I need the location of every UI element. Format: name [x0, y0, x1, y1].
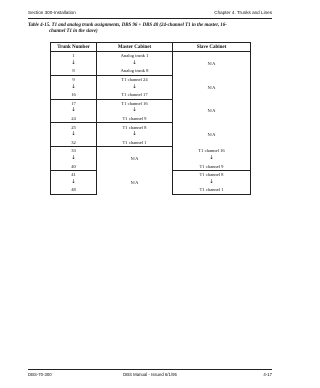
master-cabinet-cell: Analog trunk 1	[97, 52, 173, 60]
master-cabinet-na-cell: N/A	[97, 147, 173, 171]
column-header-master-cabinet: Master Cabinet	[97, 43, 173, 52]
trunk-assignment-table	[50, 42, 251, 195]
master-cabinet-na-cell: N/A	[97, 170, 173, 194]
footer-rule	[28, 369, 272, 370]
trunk-number-cell: 32	[51, 139, 97, 147]
header-rule	[28, 18, 272, 19]
table-caption-line-1: Table 4-15. T1 and analog trunk assignments, DBS 96 + DBS 40 (24-channel T1 in the master, 16-	[28, 23, 227, 28]
trunk-number-cell: 17	[51, 99, 97, 107]
footer-issue-date: DBS Manual - Issued 6/1/95	[123, 372, 177, 377]
master-cabinet-cell: T1 channel 1	[97, 139, 173, 147]
table-caption-line-2: channel T1 in the slave)	[49, 29, 98, 34]
slave-cabinet-cell: T1 channel 8	[173, 170, 251, 178]
slave-cabinet-na-cell: N/A	[173, 99, 251, 123]
table-row	[51, 75, 251, 83]
down-arrow-icon: ↓	[51, 83, 97, 91]
slave-cabinet-cell: T1 channel 9	[173, 162, 251, 170]
table-row	[51, 99, 251, 107]
trunk-number-cell: 1	[51, 52, 97, 60]
down-arrow-icon: ↓	[97, 60, 173, 68]
master-cabinet-cell: T1 channel 17	[97, 91, 173, 99]
column-header-slave-cabinet: Slave Cabinet	[173, 43, 251, 52]
running-header-chapter: Chapter 4. Trunks and Lines	[214, 10, 272, 15]
master-cabinet-cell: T1 channel 8	[97, 123, 173, 131]
master-cabinet-cell: T1 channel 16	[97, 99, 173, 107]
trunk-number-cell: 41	[51, 170, 97, 178]
down-arrow-icon: ↓	[173, 155, 251, 163]
down-arrow-icon: ↓	[97, 131, 173, 139]
slave-cabinet-na-cell: N/A	[173, 75, 251, 99]
down-arrow-icon: ↓	[173, 179, 251, 187]
down-arrow-icon: ↓	[51, 107, 97, 115]
down-arrow-icon: ↓	[51, 60, 97, 68]
table-caption	[28, 23, 268, 35]
down-arrow-icon: ↓	[51, 155, 97, 163]
trunk-number-cell: 16	[51, 91, 97, 99]
table-row	[51, 170, 251, 178]
trunk-number-cell: 40	[51, 162, 97, 170]
table-row	[51, 123, 251, 131]
down-arrow-icon: ↓	[51, 131, 97, 139]
down-arrow-icon: ↓	[51, 179, 97, 187]
trunk-number-cell: 25	[51, 123, 97, 131]
trunk-number-cell: 9	[51, 75, 97, 83]
master-cabinet-cell: T1 channel 9	[97, 115, 173, 123]
footer-page-number: 4-17	[263, 372, 272, 377]
trunk-number-cell: 33	[51, 147, 97, 155]
trunk-number-cell: 48	[51, 186, 97, 194]
master-cabinet-cell: Analog trunk 8	[97, 67, 173, 75]
down-arrow-icon: ↓	[97, 83, 173, 91]
table-header-row	[51, 43, 251, 52]
table-row	[51, 52, 251, 60]
table-row	[51, 147, 251, 155]
trunk-number-cell: 24	[51, 115, 97, 123]
column-header-trunk-number: Trunk Number	[51, 43, 97, 52]
slave-cabinet-cell: T1 channel 1	[173, 186, 251, 194]
footer-doc-number: DBS-70-300	[28, 372, 52, 377]
running-header-section: Section 300-Installation	[28, 10, 76, 15]
master-cabinet-cell: T1 channel 24	[97, 75, 173, 83]
slave-cabinet-cell: T1 channel 16	[173, 147, 251, 155]
slave-cabinet-na-cell: N/A	[173, 123, 251, 147]
slave-cabinet-na-cell: N/A	[173, 52, 251, 76]
trunk-number-cell: 8	[51, 67, 97, 75]
down-arrow-icon: ↓	[97, 107, 173, 115]
